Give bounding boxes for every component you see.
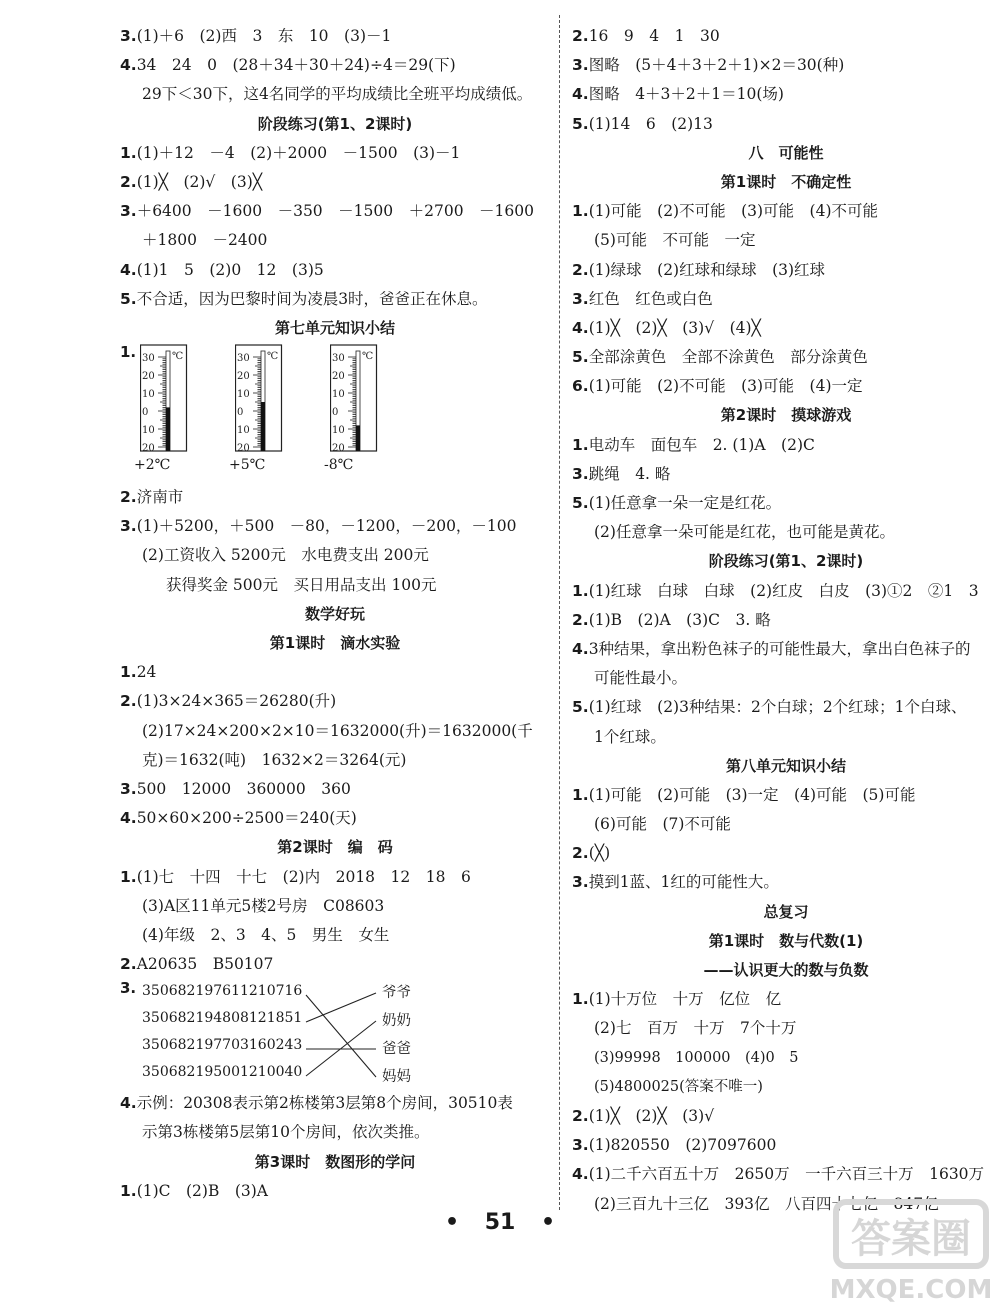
answer-line (572, 577, 1000, 606)
question-number: 3. (572, 464, 589, 483)
question-number: 3. (572, 289, 589, 308)
answer-text: (1)3×24×365＝26280(升) (136, 692, 337, 711)
question-number: 6. (572, 377, 589, 396)
answer-line (120, 775, 550, 804)
section-heading: 第1课时 数与代数(1) (708, 931, 864, 950)
svg-text:答案圈: 答案圈 (851, 1216, 971, 1262)
section-heading: 阶段练习(第1、2课时) (708, 552, 864, 571)
question-number: 3. (120, 27, 137, 45)
answer-text: (1)红球 (2)3种结果：2个白球；2个红球；1个白球、 (588, 698, 967, 717)
answer-text: 克)＝1632(吨) 1632×2＝3264(元) (142, 750, 407, 769)
answer-text: 获得奖金 500元 买日用品支出 100元 (166, 575, 437, 594)
question-number: 4. (120, 56, 137, 75)
tick-label: 10 (142, 389, 155, 401)
answer-text: 29下＜30下，这4名同学的平均成绩比全班平均成绩低。 (142, 85, 533, 104)
id-number: 350682197703160243 (142, 1037, 303, 1054)
answer-text: (1)绿球 (2)红球和绿球 (3)红球 (588, 260, 826, 279)
answer-line (120, 1177, 550, 1206)
tick-label: 20 (332, 443, 345, 455)
thermometer (229, 343, 291, 483)
section-heading: 第3课时 数图形的学问 (254, 1152, 416, 1171)
question-number: 3. (120, 979, 137, 998)
question-number: 2. (120, 172, 137, 191)
answer-text: 24 (136, 663, 157, 682)
question-number: 4. (572, 1165, 589, 1184)
answer-text: (1)820550 (2)7097600 (588, 1136, 777, 1155)
relative-label: 爸爸 (382, 1041, 411, 1058)
answer-line (120, 197, 550, 226)
answer-line (120, 746, 550, 775)
left-block-4 (120, 658, 550, 833)
answer-text: (1)14 6 (2)13 (588, 114, 713, 133)
left-block-5 (120, 863, 550, 980)
temperature-label: -8℃ (324, 457, 354, 474)
answer-text: 34 24 0 (28＋34＋30＋24)÷4＝29(下) (136, 56, 456, 75)
answer-text: (╳) (588, 844, 611, 863)
tick-label: 10 (237, 425, 250, 437)
answer-line (120, 541, 550, 570)
answer-text: (2)工资收入 5200元 水电费支出 200元 (142, 546, 429, 565)
question-number: 2. (572, 27, 589, 45)
thermometer (324, 343, 386, 483)
answer-line (120, 168, 550, 197)
answer-line (572, 693, 1000, 722)
question-number: 4. (572, 318, 589, 337)
answer-text: (1)十万位 十万 亿位 亿 (588, 990, 782, 1009)
section-heading: 第七单元知识小结 (274, 318, 395, 337)
section-heading: 第1课时 不确定性 (720, 172, 852, 191)
right-block-5 (572, 781, 1000, 898)
left-block-3 (120, 483, 550, 600)
left-block-2 (120, 139, 550, 314)
question-number: 4. (572, 639, 589, 658)
answer-line (572, 226, 1000, 255)
thermometer-row (120, 343, 550, 483)
mercury-column (356, 425, 360, 451)
question-number: 1. (572, 202, 589, 221)
answer-text: (1)可能 (2)不可能 (3)可能 (4)一定 (588, 377, 863, 396)
answer-line (572, 839, 1000, 868)
answer-text: (1)任意拿一朵一定是红花。 (588, 494, 782, 512)
mercury-column (166, 407, 170, 451)
answer-text: 济南市 (136, 488, 184, 507)
answer-text: (5)4800025(答案不唯一) (594, 1078, 763, 1095)
mercury-column (261, 402, 265, 451)
section-heading: 第1课时 滴水实验 (269, 634, 401, 652)
question-number: 5. (572, 348, 589, 367)
answer-line (120, 226, 550, 255)
question-number: 1. (572, 435, 589, 454)
question-number: 2. (120, 692, 137, 711)
right-block-1 (572, 22, 1000, 139)
question-number: 5. (572, 114, 589, 133)
answer-text: (1)＋6 (2)西 3 东 10 (3)－1 (136, 27, 392, 45)
answer-line (120, 804, 550, 833)
answer-line (572, 1014, 1000, 1043)
answer-text: 500 12000 360000 360 (136, 779, 351, 798)
thermometer-scale (330, 343, 386, 455)
right-column (572, 22, 1000, 1219)
watermark-logo (822, 1192, 1000, 1308)
question-number: 1. (572, 581, 589, 600)
answer-text: (4)年级 2、3 4、5 男生 女生 (142, 925, 390, 944)
tick-label: 0 (237, 407, 244, 419)
answer-text: (6)可能 (7)不可能 (594, 815, 731, 834)
section-heading: 阶段练习(第1、2课时) (257, 114, 413, 133)
answer-line (120, 285, 550, 314)
answer-line (572, 1073, 1000, 1102)
question-number: 2. (572, 844, 589, 863)
answer-line (120, 512, 550, 541)
answer-line (572, 431, 1000, 460)
answer-text: (2)任意拿一朵可能是红花，也可能是黄花。 (594, 523, 895, 542)
answer-text: (1)1 5 (2)0 12 (3)5 (136, 260, 324, 279)
answer-text: 图略 4＋3＋2＋1＝10(场) (588, 85, 784, 104)
answer-text: (1)C (2)B (3)A (136, 1181, 268, 1200)
section-heading: 八 可能性 (748, 143, 824, 162)
question-number: 4. (120, 1094, 137, 1113)
answer-line (120, 717, 550, 746)
answer-text: (1)╳ (2)╳ (3)√ (4)╳ (588, 318, 761, 337)
question-number: 1. (572, 785, 589, 804)
answer-text: (1)红球 白球 白球 (2)红皮 白皮 (3)①2 ②1 3 (588, 581, 979, 600)
answer-line (120, 950, 550, 979)
answer-text: (1)二千六百五十万 2650万 一千六百三十万 1630万 (588, 1165, 985, 1184)
answer-line (572, 314, 1000, 343)
question-number: 1. (120, 1181, 137, 1200)
answer-text: 图略 (5＋4＋3＋2＋1)×2＝30(种) (588, 56, 845, 75)
answer-line (120, 863, 550, 892)
tick-label: 30 (142, 353, 155, 365)
page-dot: • (444, 1210, 460, 1235)
section-heading: 数学好玩 (304, 604, 365, 623)
page-number: 51 (484, 1210, 516, 1235)
tick-label: 10 (332, 425, 345, 437)
question-number: 2. (572, 1106, 589, 1125)
answer-line (120, 921, 550, 950)
answer-line (572, 256, 1000, 285)
temperature-label: +2℃ (134, 457, 171, 474)
unit-label: ℃ (362, 351, 374, 363)
question-number: 3. (572, 56, 589, 75)
answer-text: 摸到1蓝、1红的可能性大。 (588, 873, 779, 892)
answer-text: 红色 红色或白色 (588, 289, 713, 308)
answer-text: (3)A区11单元5楼2号房 C08603 (142, 896, 385, 915)
question-number: 2. (572, 610, 589, 629)
section-heading: 第2课时 摸球游戏 (720, 406, 852, 425)
answer-line (120, 80, 550, 109)
answer-line (572, 460, 1000, 489)
answer-text: (1)＋5200，＋500 －80，－1200，－200，－100 (136, 517, 517, 536)
answer-line (572, 1160, 1000, 1189)
section-heading: 第2课时 编 码 (277, 838, 393, 857)
tick-label: 0 (142, 407, 149, 419)
right-block-2 (572, 197, 1000, 401)
answer-line (572, 80, 1000, 109)
section-heading: 第八单元知识小结 (725, 756, 846, 775)
section-heading: 总复习 (763, 902, 809, 921)
answer-text: (2)七 百万 十万 7个十万 (594, 1019, 797, 1038)
left-block-6 (120, 1089, 550, 1147)
question-number: 1. (120, 343, 137, 362)
answer-line (572, 285, 1000, 314)
answer-line (120, 892, 550, 921)
question-number: 1. (120, 143, 137, 162)
answer-line (572, 1044, 1000, 1073)
answer-line (572, 51, 1000, 80)
answer-line (572, 868, 1000, 897)
answer-line (120, 1089, 550, 1118)
tick-label: 20 (237, 443, 250, 455)
answer-line (120, 687, 550, 716)
answer-line (572, 723, 1000, 752)
tick-label: 20 (142, 443, 155, 455)
answer-text: ＋1800 －2400 (142, 231, 268, 250)
page-dot: • (540, 1210, 556, 1235)
question-number: 5. (572, 494, 589, 512)
question-number: 1. (120, 663, 137, 682)
answer-text: 示第3栋楼第5层第10个房间，依次类推。 (142, 1123, 430, 1142)
answer-line (572, 489, 1000, 518)
answer-line (120, 1118, 550, 1147)
answer-text: A20635 B50107 (136, 955, 274, 974)
question-number: 4. (120, 260, 137, 279)
answer-line (572, 22, 1000, 51)
column-divider (559, 15, 560, 1210)
question-number: 2. (120, 488, 137, 507)
tick-label: 20 (237, 371, 250, 383)
left-column (120, 22, 550, 1206)
answer-text: (5)可能 不可能 一定 (594, 231, 756, 250)
answer-text: (1)七 十四 十七 (2)内 2018 12 18 6 (136, 867, 471, 886)
section-subheading: ——认识更大的数与负数 (703, 961, 869, 979)
question-number: 4. (120, 809, 137, 828)
answer-text: (3)99998 100000 (4)0 5 (594, 1049, 799, 1066)
question-number: 3. (120, 517, 137, 536)
answer-text: 50×60×200÷2500＝240(天) (136, 809, 357, 828)
answer-line (572, 343, 1000, 372)
answer-line (572, 518, 1000, 547)
answer-line (572, 810, 1000, 839)
relative-label: 奶奶 (382, 1013, 411, 1030)
answer-line (572, 110, 1000, 139)
tick-label: 0 (332, 407, 339, 419)
answer-line (572, 781, 1000, 810)
tick-label: 30 (237, 353, 250, 365)
temperature-label: +5℃ (229, 457, 266, 474)
answer-text: 示例：20308表示第2栋楼第3层第8个房间，30510表 (136, 1094, 513, 1113)
answer-text: (1)可能 (2)不可能 (3)可能 (4)不可能 (588, 202, 879, 221)
tick-label: 10 (332, 389, 345, 401)
relative-label: 爷爷 (382, 985, 411, 1002)
answer-text: 全部涂黄色 全部不涂黄色 部分涂黄色 (588, 348, 868, 367)
question-number: 3. (120, 779, 137, 798)
id-number: 350682197611210716 (142, 983, 303, 1000)
relative-label: 妈妈 (382, 1069, 411, 1086)
answer-text: (1)╳ (2)√ (3)╳ (136, 172, 263, 191)
question-number: 5. (572, 698, 589, 717)
answer-text: 3种结果，拿出粉色袜子的可能性最大，拿出白色袜子的 (588, 639, 971, 658)
answer-text: 1个红球。 (594, 727, 666, 746)
unit-label: ℃ (172, 351, 184, 363)
thermometer-scale (140, 343, 196, 455)
answer-text: (2)三百九十三亿 393亿 八百四十七亿 847亿 (594, 1194, 939, 1213)
answer-text: (1)B (2)A (3)C 3. 略 (588, 610, 771, 629)
answer-text: (1)＋12 －4 (2)＋2000 －1500 (3)－1 (136, 143, 461, 162)
answer-text: 跳绳 4. 略 (588, 464, 671, 483)
answer-line (120, 658, 550, 687)
answer-line (572, 1102, 1000, 1131)
question-number: 5. (120, 289, 137, 308)
tick-label: 30 (332, 353, 345, 365)
answer-line (572, 197, 1000, 226)
right-block-3 (572, 431, 1000, 548)
answer-line (120, 571, 550, 600)
question-number: 2. (120, 955, 137, 974)
left-block-7 (120, 1177, 550, 1206)
answer-text: 可能性最小。 (594, 669, 688, 688)
answer-text: 16 9 4 1 30 (588, 27, 720, 45)
answer-text: (1)可能 (2)可能 (3)一定 (4)可能 (5)可能 (588, 785, 916, 804)
tick-label: 20 (332, 371, 345, 383)
answer-line (572, 372, 1000, 401)
question-number: 3. (572, 873, 589, 892)
answer-text: 不合适，因为巴黎时间为凌晨3时，爸爸正在休息。 (136, 289, 488, 308)
answer-line (120, 483, 550, 512)
answer-line (572, 664, 1000, 693)
thermometer-scale (235, 343, 291, 455)
left-block-1 (120, 22, 550, 110)
right-block-6 (572, 985, 1000, 1219)
answer-line (572, 606, 1000, 635)
tick-label: 10 (142, 425, 155, 437)
tick-label: 20 (142, 371, 155, 383)
answer-text: (2)17×24×200×2×10＝1632000(升)＝1632000(千 (142, 721, 533, 740)
answer-line (572, 635, 1000, 664)
question-number: 2. (572, 260, 589, 279)
svg-text:MXQE.COM: MXQE.COM (829, 1275, 993, 1305)
question-number: 3. (572, 1136, 589, 1155)
answer-line (572, 985, 1000, 1014)
answer-line (572, 1131, 1000, 1160)
question-number: 3. (120, 202, 137, 221)
unit-label: ℃ (267, 351, 279, 363)
answer-line (120, 22, 550, 51)
answer-text: 电动车 面包车 2. (1)A (2)C (588, 435, 815, 454)
id-matching (120, 979, 550, 1089)
id-number: 350682195001210040 (142, 1064, 303, 1081)
id-number: 350682194808121851 (142, 1010, 303, 1027)
question-number: 1. (572, 990, 589, 1009)
right-block-4 (572, 577, 1000, 752)
answer-line (120, 139, 550, 168)
answer-text: ＋6400 －1600 －350 －1500 ＋2700 －1600 (136, 202, 535, 221)
thermometer (134, 343, 196, 483)
answer-line (120, 256, 550, 285)
answer-line (120, 51, 550, 80)
answer-text: (1)╳ (2)╳ (3)√ (588, 1106, 715, 1125)
tick-label: 10 (237, 389, 250, 401)
question-number: 4. (572, 85, 589, 104)
question-number: 1. (120, 867, 137, 886)
